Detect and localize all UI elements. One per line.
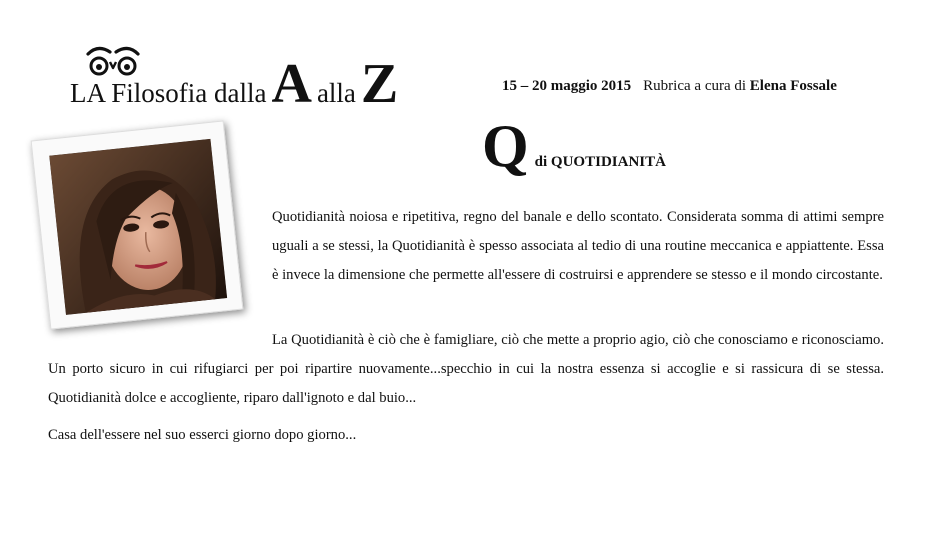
article-paragraph-3: Casa dell'essere nel suo esserci giorno dopo giorno... (48, 427, 357, 443)
article-heading (482, 113, 666, 179)
brand-letter-z: Z (360, 53, 399, 115)
brand-title (70, 53, 399, 115)
article-paragraph-2: La Quotidianità è ciò che è famigliare, ciò che mette a proprio agio, ciò che conosciamo e riconosciamo. Un porto sicuro in cui rifugiarci per poi ripartire nuovamente...specchio in cui la nostra essenza si accoglie e si rassicura di se stessa. Quotidianità dolce e accogliente, riparo dall'ignoto e dal buio... (48, 332, 884, 406)
author-photo-frame (31, 120, 244, 329)
masthead (70, 40, 490, 115)
brand-middle: alla (316, 78, 356, 108)
portrait-image (49, 139, 227, 315)
author-name: Elena Fossale (749, 78, 837, 94)
brand-prefix: LA Filosofia dalla (70, 78, 267, 108)
dateline (502, 78, 837, 95)
column-label: Rubrica a cura di (643, 78, 747, 94)
heading-letter: Q (482, 113, 529, 179)
heading-word: di QUOTIDIANITÀ (534, 154, 666, 170)
author-photo (49, 139, 227, 315)
date-range: 15 – 20 maggio 2015 (502, 78, 632, 94)
brand-letter-a: A (271, 53, 312, 115)
article-paragraph-1: Quotidianità noiosa e ripetitiva, regno del banale e dello scontato. Considerata somma di attimi sempre uguali a se stessi, la Quotidianità è spesso associata al tedio di una routine meccanica e appiattente. Essa è invece la dimensione che permette all'essere di costruirsi e apprendere se stesso e il mondo circostante. (272, 209, 884, 283)
